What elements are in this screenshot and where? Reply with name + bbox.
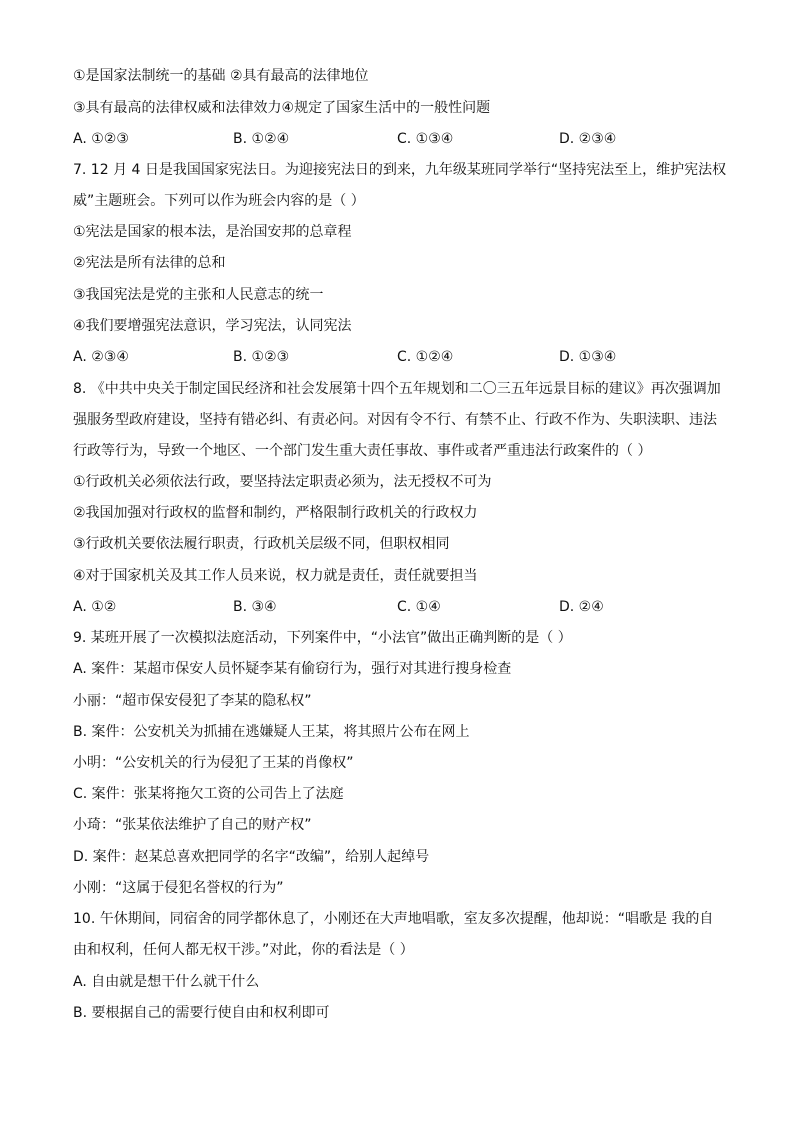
q8-statement-1: ①行政机关必须依法行政，要坚持法定职责必须为，法无授权不可为 — [73, 474, 492, 490]
q8-stem-line-1: 8. 《中共中央关于制定国民经济和社会发展第十四个五年规划和二〇三五年远景目标的建议》再次强调加 — [73, 381, 721, 397]
q8-statement-2: ②我国加强对行政权的监督和制约，严格限制行政机关的行政权力 — [73, 505, 478, 521]
q7-option-d: D. ①③④ — [559, 349, 617, 365]
q7-options — [73, 347, 733, 367]
q8-statement-3: ③行政机关要依法履行职责，行政机关层级不同，但职权相同 — [73, 536, 450, 552]
q8-option-d: D. ②④ — [559, 599, 604, 615]
q10-stem-line-1: 10. 午休期间，同宿舍的同学都休息了，小刚还在大声地唱歌，室友多次提醒，他却说：“唱歌是 我的自 — [73, 911, 714, 927]
q6-statement-line-1: ①是国家法制统一的基础 ②具有最高的法律地位 — [73, 68, 369, 84]
q8-options — [73, 597, 733, 617]
q9-option-b-judgment: 小明：“公安机关的行为侵犯了王某的肖像权” — [73, 755, 354, 771]
q9-option-a-case: A. 案件：某超市保安人员怀疑李某有偷窃行为，强行对其进行搜身检查 — [73, 661, 512, 677]
q8-option-c: C. ①④ — [397, 599, 441, 615]
q6-options — [73, 129, 733, 149]
q6-statement-line-2: ③具有最高的法律权威和法律效力④规定了国家生活中的一般性问题 — [73, 100, 491, 116]
q9-stem: 9. 某班开展了一次模拟法庭活动，下列案件中，“小法官”做出正确判断的是（ ） — [73, 630, 572, 646]
q7-statement-1: ①宪法是国家的根本法，是治国安邦的总章程 — [73, 224, 352, 240]
q7-option-a: A. ②③④ — [73, 349, 129, 365]
q9-option-d-case: D. 案件：赵某总喜欢把同学的名字“改编”，给别人起绰号 — [73, 849, 430, 865]
q8-statement-4: ④对于国家机关及其工作人员来说，权力就是责任，责任就要担当 — [73, 568, 478, 584]
q7-stem-line-2: 威”主题班会。下列可以作为班会内容的是（ ） — [73, 193, 365, 209]
q8-stem-line-2: 强服务型政府建设，坚持有错必纠、有责必问。对因有令不行、有禁不止、行政不作为、失职渎职、违法 — [73, 412, 717, 428]
q8-option-b: B. ③④ — [233, 599, 277, 615]
q9-option-c-judgment: 小琦：“张某依法维护了自己的财产权” — [73, 817, 312, 833]
q6-option-a: A. ①②③ — [73, 131, 129, 147]
q9-option-a-judgment: 小丽：“超市保安侵犯了李某的隐私权” — [73, 693, 312, 709]
q10-option-b: B. 要根据自己的需要行使自由和权利即可 — [73, 1005, 330, 1021]
q6-option-c: C. ①③④ — [397, 131, 454, 147]
q9-option-b-case: B. 案件：公安机关为抓捕在逃嫌疑人王某，将其照片公布在网上 — [73, 724, 470, 740]
q7-option-b: B. ①②③ — [233, 349, 290, 365]
q6-option-b: B. ①②④ — [233, 131, 290, 147]
q7-statement-3: ③我国宪法是党的主张和人民意志的统一 — [73, 287, 324, 303]
q7-statement-2: ②宪法是所有法律的总和 — [73, 255, 226, 271]
q10-option-a: A. 自由就是想干什么就干什么 — [73, 974, 260, 990]
q10-stem-line-2: 由和权利，任何人都无权干涉。”对此，你的看法是（ ） — [73, 942, 414, 958]
q9-option-c-case: C. 案件：张某将拖欠工资的公司告上了法庭 — [73, 786, 344, 802]
q7-stem-line-1: 7. 12 月 4 日是我国国家宪法日。为迎接宪法日的到来，九年级某班同学举行“坚持宪法至上，维护宪法权 — [73, 162, 727, 178]
q9-option-d-judgment: 小刚：“这属于侵犯名誉权的行为” — [73, 880, 284, 896]
q6-option-d: D. ②③④ — [559, 131, 617, 147]
q8-option-a: A. ①② — [73, 599, 117, 615]
q7-option-c: C. ①②④ — [397, 349, 454, 365]
q7-statement-4: ④我们要增强宪法意识，学习宪法，认同宪法 — [73, 318, 352, 334]
q8-stem-line-3: 行政等行为，导致一个地区、一个部门发生重大责任事故、事件或者严重违法行政案件的（ ） — [73, 443, 652, 459]
